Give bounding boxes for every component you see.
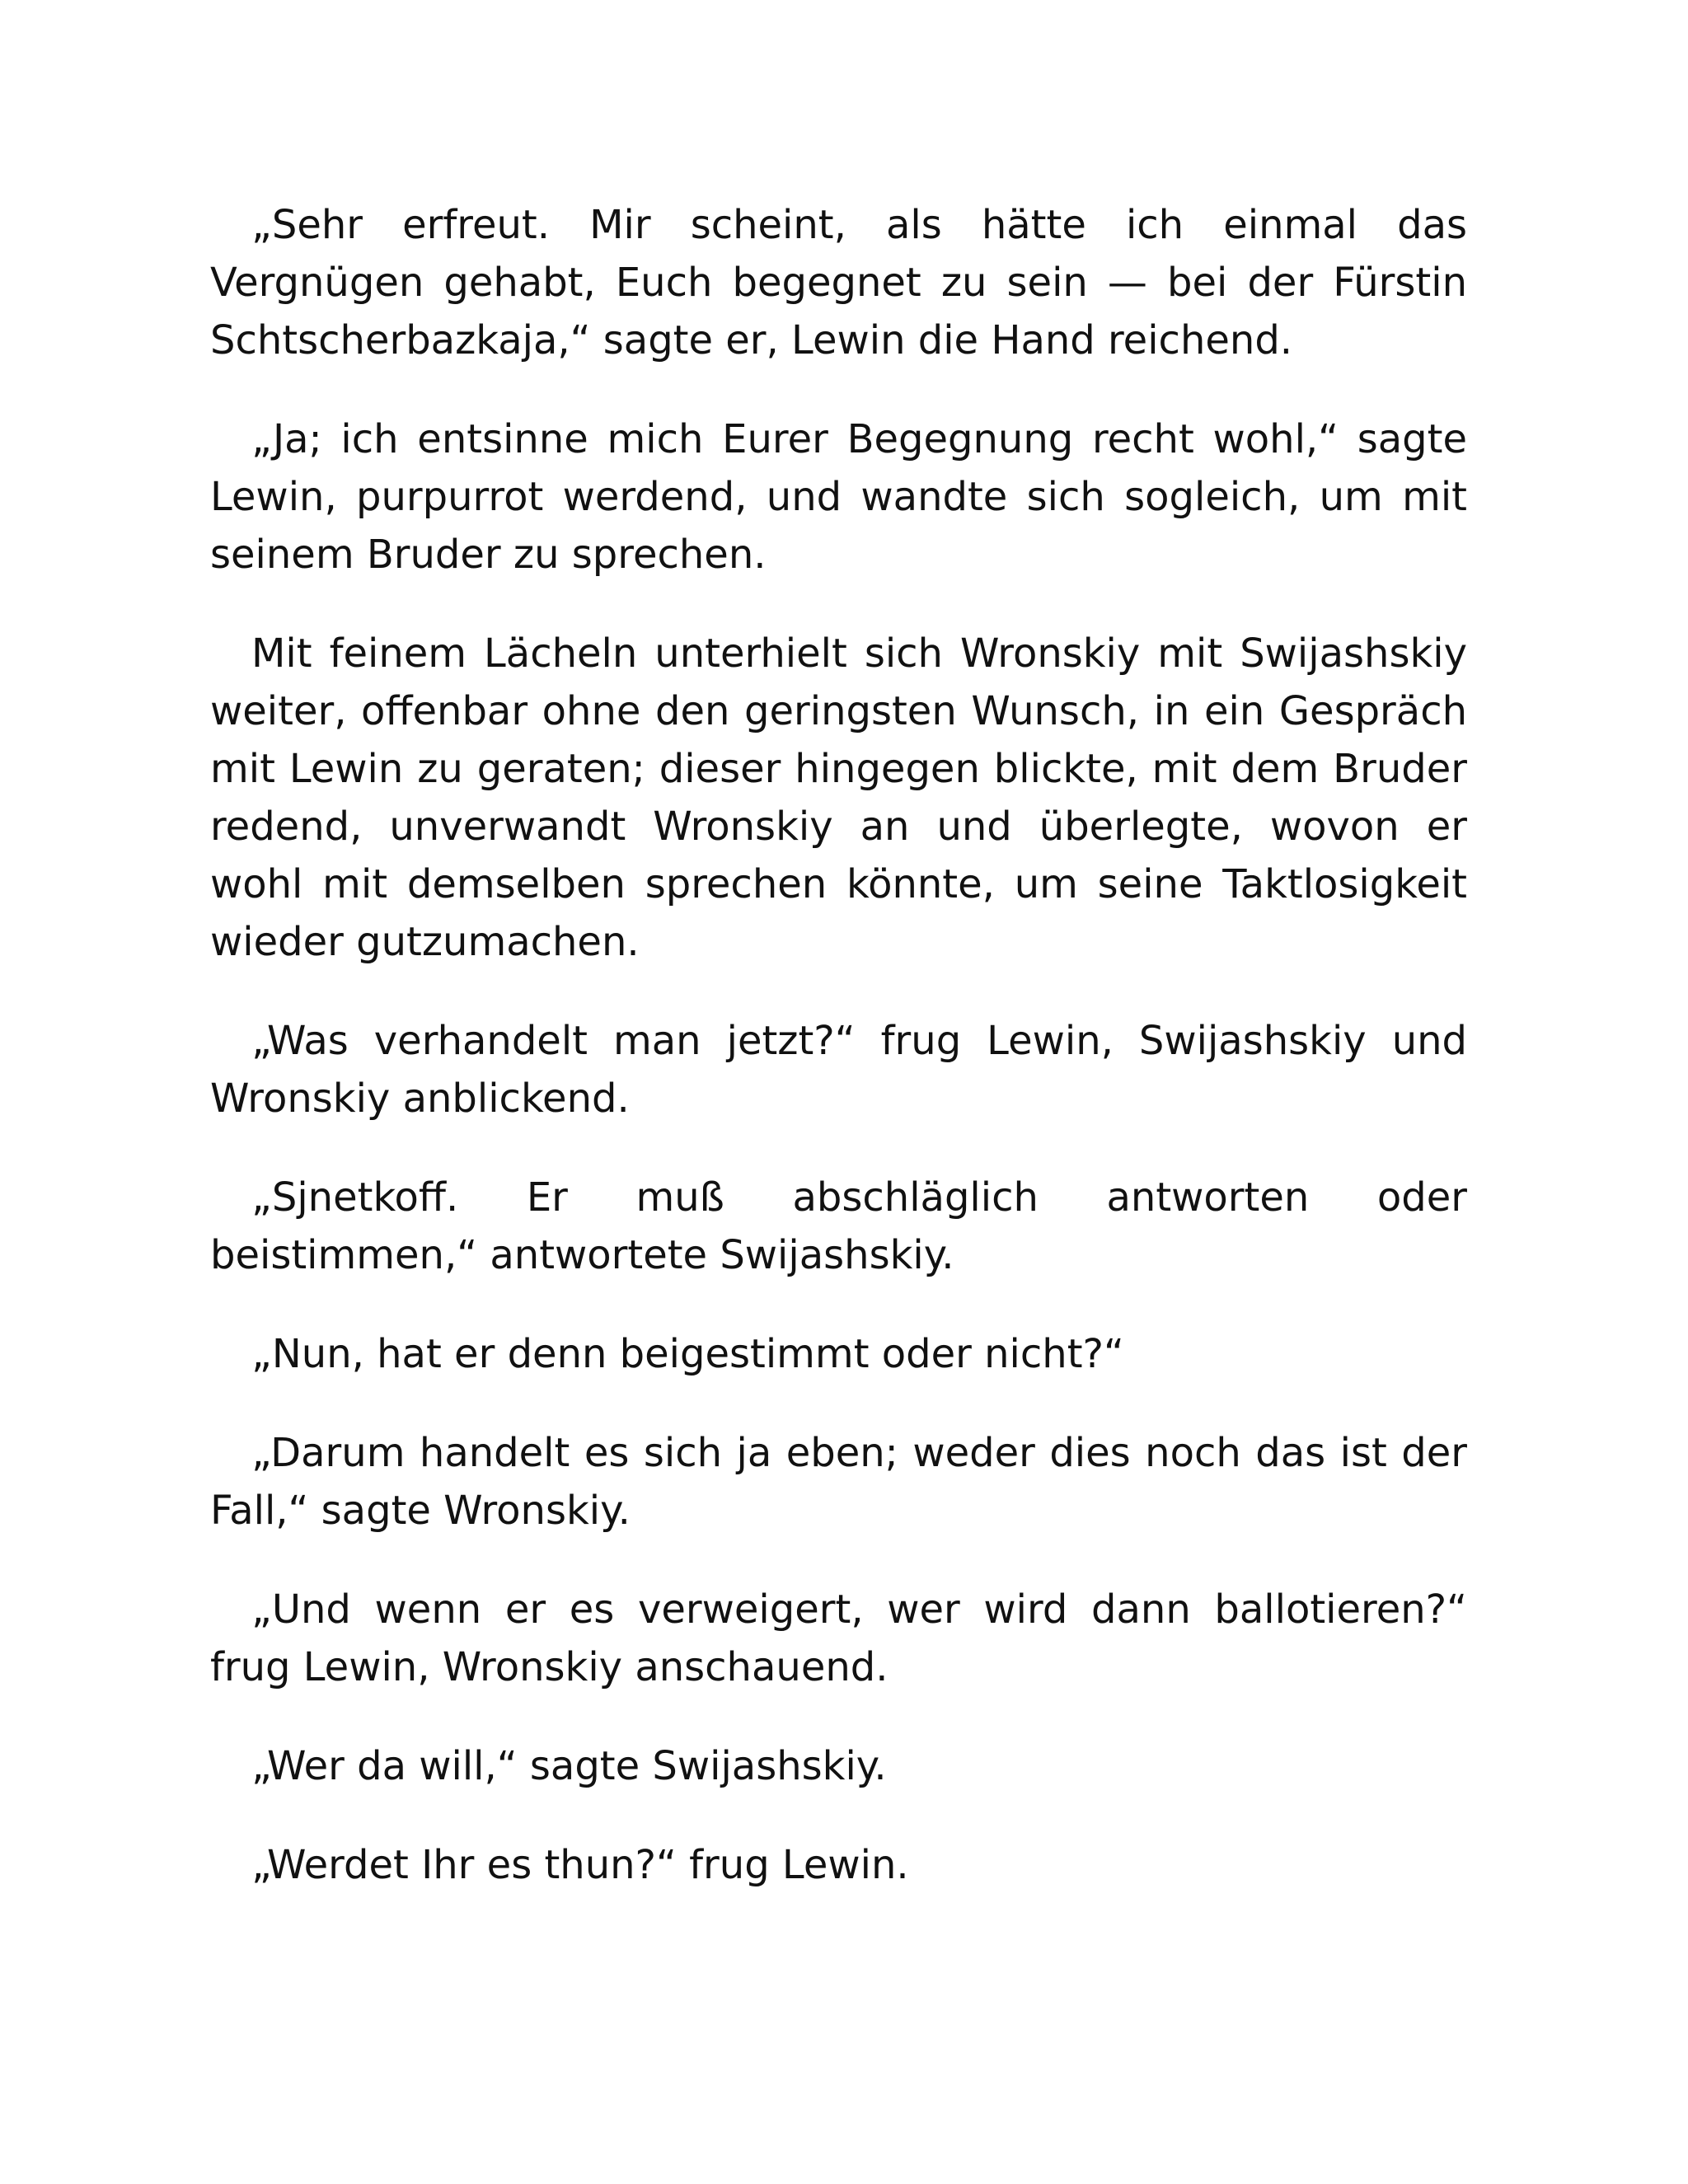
- paragraph: „Ja; ich entsinne mich Eurer Begegnung recht wohl,“ sagte Lewin, purpurrot werdend, und wandte sich sogleich, um mit seinem Bruder zu sprechen.: [210, 416, 1467, 578]
- paragraph: „Sjnetkoff. Er muß abschläglich antworten oder beistimmen,“ antwortete Swijashskiy.: [210, 1174, 1467, 1278]
- paragraph: Mit feinem Lächeln unterhielt sich Wronskiy mit Swijashskiy weiter, offenbar ohne den geringsten Wunsch, in ein Gespräch mit Lewin zu geraten; dieser hingegen blickte, mit dem Bruder redend, unverwandt Wronskiy an und überlegte, wovon er wohl mit demselben sprechen könnte, um seine Taktlosigkeit wieder gutzumachen.: [210, 630, 1467, 965]
- body-text: [210, 196, 1467, 1935]
- paragraph: „Nun, hat er denn beigestimmt oder nicht?“: [251, 1331, 1124, 1377]
- paragraph: „Darum handelt es sich ja eben; weder dies noch das ist der Fall,“ sagte Wronskiy.: [210, 1430, 1467, 1534]
- paragraph: „Und wenn er es verweigert, wer wird dann ballotieren?“ frug Lewin, Wronskiy anschauend.: [210, 1586, 1467, 1690]
- paragraph: „Werdet Ihr es thun?“ frug Lewin.: [251, 1842, 909, 1888]
- paragraph: „Sehr erfreut. Mir scheint, als hätte ich einmal das Vergnügen gehabt, Euch begegnet zu sein — bei der Fürstin Schtscherbazkaja,“ sagte er, Lewin die Hand reichend.: [210, 202, 1467, 363]
- paragraph: „Was verhandelt man jetzt?“ frug Lewin, Swijashskiy und Wronskiy anblickend.: [210, 1018, 1467, 1122]
- paragraph: „Wer da will,“ sagte Swijashskiy.: [251, 1743, 887, 1789]
